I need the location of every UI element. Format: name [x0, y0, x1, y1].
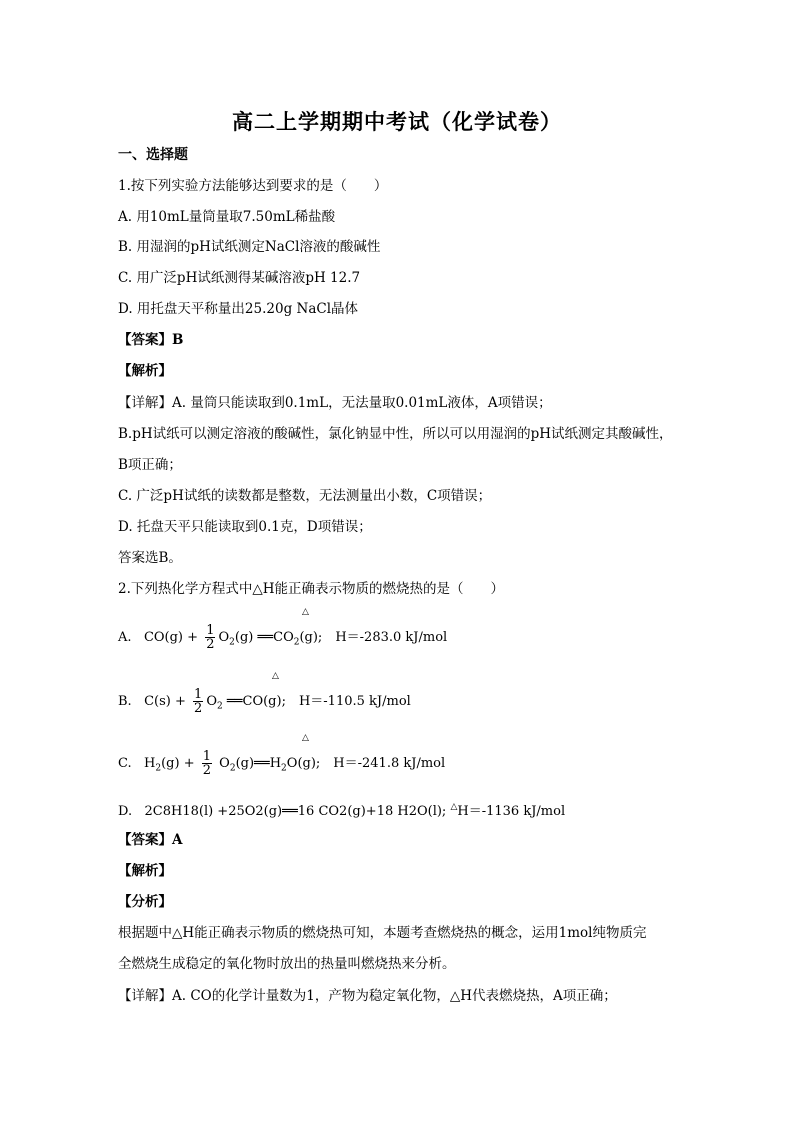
equation-text: C(s) +	[144, 694, 186, 709]
question-1-detail-b-cont: B项正确；	[118, 457, 182, 473]
equation-text: 2C8H18(l) +25O2(g)══16 CO2(g)+18 H2O(l);	[144, 804, 447, 819]
page-title: 高二上学期期中考试（化学试卷）	[232, 109, 562, 134]
question-1-detail-d: D. 托盘天平只能读取到0.1克，D项错误；	[118, 519, 372, 535]
delta-mark: △	[302, 733, 309, 743]
question-1-option-b: B. 用湿润的pH试纸测定NaCl溶液的酸碱性	[118, 239, 381, 255]
delta-mark: △	[450, 802, 458, 812]
option-label: A.	[118, 630, 132, 645]
half-fraction: $\frac{1}{2}$	[194, 687, 203, 716]
section-heading: 一、选择题	[118, 147, 188, 163]
question-2-answer: 【答案】A	[118, 832, 183, 848]
question-1-option-a: A. 用10mL量筒量取7.50mL稀盐酸	[118, 209, 336, 225]
question-1-option-c: C. 用广泛pH试纸测得某碱溶液pH 12.7	[118, 270, 361, 286]
question-2-fenxi-line1: 根据题中△H能正确表示物质的燃烧热可知，本题考查燃烧热的概念，运用1mol纯物质完	[118, 925, 647, 941]
delta-mark: △	[272, 671, 279, 681]
question-1-detail-c: C. 广泛pH试纸的读数都是整数，无法测量出小数，C项错误；	[118, 488, 492, 504]
question-1-detail-a: 【详解】A. 量筒只能读取到0.1mL，无法量取0.01mL液体，A项错误；	[118, 395, 552, 411]
question-2-analysis-heading: 【解析】	[118, 863, 172, 879]
question-1-answer: 【答案】B	[118, 332, 184, 348]
question-2-fenxi-line2: 全燃烧生成稳定的氧化物时放出的热量叫燃烧热来分析。	[118, 956, 456, 972]
question-1-stem: 1.按下列实验方法能够达到要求的是（ ）	[118, 178, 388, 194]
delta-mark: △	[302, 607, 309, 617]
question-2-detail-a: 【详解】A. CO的化学计量数为1，产物为稳定氧化物，△H代表燃烧热，A项正确；	[118, 988, 617, 1004]
question-2-fenxi-heading: 【分析】	[118, 894, 172, 910]
question-2-option-c: C. $H_2(g)$ + $\frac{1}{2}$ $O_2(g)══H_2O(g)$; H＝-241.8 kJ/mol	[118, 749, 446, 778]
option-label: C.	[118, 756, 132, 771]
question-1-option-d: D. 用托盘天平称量出25.20g NaCl晶体	[118, 301, 359, 317]
question-1-conclusion: 答案选B。	[118, 550, 182, 566]
question-1-analysis-heading: 【解析】	[118, 363, 172, 379]
question-2-option-d: D. 2C8H18(l) +25O2(g)══16 CO2(g)+18 H2O(l); △H＝-1136 kJ/mol	[118, 802, 566, 819]
question-2-stem: 2.下列热化学方程式中△H能正确表示物质的燃烧热的是（ ）	[118, 581, 505, 597]
equation-text: CO(g) +	[143, 630, 199, 645]
question-2-option-b: B. C(s) + $\frac{1}{2}$ $O_2$ ══CO(g); H＝-110.5 kJ/mol	[118, 687, 411, 716]
option-label: D.	[118, 804, 133, 819]
option-label: B.	[118, 694, 132, 709]
question-1-detail-b: B.pH试纸可以测定溶液的酸碱性，氯化钠显中性，所以可以用湿润的pH试纸测定其酸碱性，	[118, 426, 673, 442]
half-fraction: $\frac{1}{2}$	[202, 749, 212, 778]
half-fraction: $\frac{1}{2}$	[206, 623, 215, 652]
question-2-option-a: A. CO(g) + $\frac{1}{2}$ $O_2(g)$ $══CO_2(g)$; H＝-283.0 kJ/mol	[118, 623, 448, 652]
